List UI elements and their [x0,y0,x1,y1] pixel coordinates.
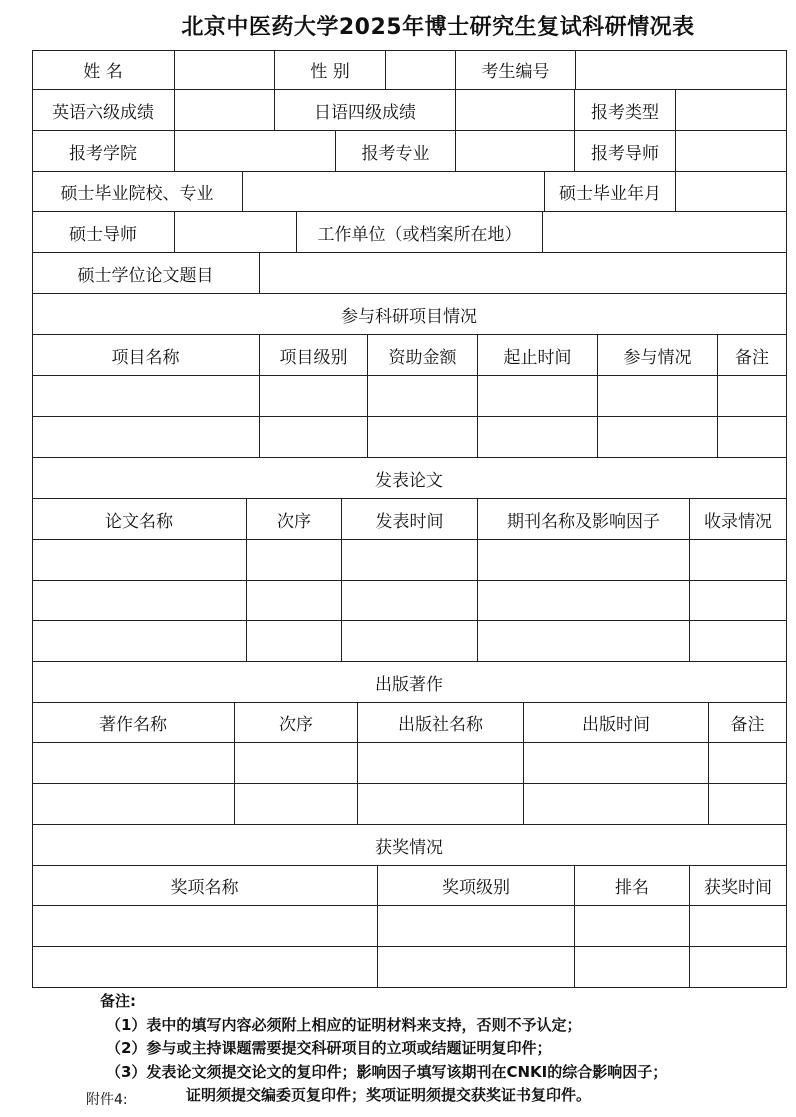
table-cell[interactable] [368,376,478,417]
table-cell[interactable] [32,743,235,784]
projects-col-period: 起止时间 [478,335,598,376]
table-cell[interactable] [478,581,690,621]
table-cell[interactable] [342,540,478,581]
table-cell[interactable] [247,540,342,581]
table-cell[interactable] [32,417,260,458]
page-title: 北京中医药大学2025年博士研究生复试科研情况表 [181,15,695,40]
label-master-school: 硕士毕业院校、专业 [32,172,243,212]
table-cell[interactable] [32,581,247,621]
table-cell[interactable] [575,906,690,947]
table-cell[interactable] [32,621,247,662]
table-cell[interactable] [478,376,598,417]
papers-col-date: 发表时间 [342,499,478,540]
master-advisor-field[interactable] [175,212,297,253]
projects-col-name: 项目名称 [32,335,260,376]
awards-col-level: 奖项级别 [378,866,575,906]
note-line-4: 证明须提交编委页复印件；奖项证明须提交获奖证书复印件。 [186,1086,592,1104]
master-year-field[interactable] [676,172,787,212]
books-col-remark: 备注 [709,703,787,743]
table-cell[interactable] [598,376,718,417]
projects-col-amount: 资助金额 [368,335,478,376]
table-cell[interactable] [235,743,358,784]
papers-col-journal: 期刊名称及影响因子 [478,499,690,540]
label-gender: 性 别 [275,50,386,90]
exam-no-field[interactable] [576,50,787,90]
name-field[interactable] [175,50,275,90]
table-cell[interactable] [690,581,787,621]
table-cell[interactable] [575,947,690,988]
label-work-unit: 工作单位（或档案所在地） [297,212,543,253]
table-cell[interactable] [718,417,787,458]
thesis-title-field[interactable] [260,253,787,294]
table-cell[interactable] [718,376,787,417]
table-cell[interactable] [32,376,260,417]
awards-section-header: 获奖情况 [32,825,787,866]
label-apply-type: 报考类型 [575,90,676,131]
table-cell[interactable] [32,906,378,947]
table-cell[interactable] [690,947,787,988]
table-cell[interactable] [709,784,787,825]
label-apply-major: 报考专业 [336,131,456,172]
label-apply-college: 报考学院 [32,131,175,172]
table-cell[interactable] [690,906,787,947]
projects-section-header: 参与科研项目情况 [32,294,787,335]
table-cell[interactable] [32,784,235,825]
table-cell[interactable] [598,417,718,458]
table-cell[interactable] [378,906,575,947]
table-cell[interactable] [32,540,247,581]
label-apply-advisor: 报考导师 [575,131,676,172]
table-cell[interactable] [709,743,787,784]
label-cet6: 英语六级成绩 [32,90,175,131]
attachment-label: 附件4: [86,1092,128,1108]
table-cell[interactable] [368,417,478,458]
apply-advisor-field[interactable] [676,131,787,172]
awards-col-date: 获奖时间 [690,866,787,906]
projects-col-level: 项目级别 [260,335,368,376]
table-cell[interactable] [478,621,690,662]
apply-type-field[interactable] [676,90,787,131]
table-cell[interactable] [247,621,342,662]
papers-col-index: 收录情况 [690,499,787,540]
table-cell[interactable] [478,540,690,581]
papers-col-title: 论文名称 [32,499,247,540]
papers-section-header: 发表论文 [32,458,787,499]
books-col-publisher: 出版社名称 [358,703,524,743]
table-cell[interactable] [524,743,709,784]
table-cell[interactable] [524,784,709,825]
master-school-field[interactable] [243,172,545,212]
note-line-2: （2）参与或主持课题需要提交科研项目的立项或结题证明复印件； [106,1039,552,1057]
table-cell[interactable] [260,376,368,417]
notes-heading: 备注: [100,992,136,1010]
cet6-field[interactable] [175,90,275,131]
books-col-title: 著作名称 [32,703,235,743]
label-thesis-title: 硕士学位论文题目 [32,253,260,294]
notes-block [100,990,796,1108]
projects-col-role: 参与情况 [598,335,718,376]
books-section-header: 出版著作 [32,662,787,703]
table-cell[interactable] [690,621,787,662]
label-name: 姓 名 [32,50,175,90]
table-cell[interactable] [358,784,524,825]
table-cell[interactable] [358,743,524,784]
table-cell[interactable] [235,784,358,825]
table-cell[interactable] [690,540,787,581]
awards-col-name: 奖项名称 [32,866,378,906]
apply-major-field[interactable] [456,131,575,172]
books-col-date: 出版时间 [524,703,709,743]
gender-field[interactable] [386,50,456,90]
books-col-order: 次序 [235,703,358,743]
awards-col-rank: 排名 [575,866,690,906]
table-cell[interactable] [32,947,378,988]
table-cell[interactable] [247,581,342,621]
research-form-table [32,50,787,988]
work-unit-field[interactable] [543,212,787,253]
table-cell[interactable] [342,621,478,662]
label-jlpt: 日语四级成绩 [275,90,456,131]
note-line-1: （1）表中的填写内容必须附上相应的证明材料来支持，否则不予认定； [106,1015,582,1034]
label-master-year: 硕士毕业年月 [545,172,676,212]
table-cell[interactable] [478,417,598,458]
apply-college-field[interactable] [175,131,336,172]
jlpt-field[interactable] [456,90,575,131]
projects-col-remark: 备注 [718,335,787,376]
papers-col-order: 次序 [247,499,342,540]
label-master-advisor: 硕士导师 [32,212,175,253]
note-line-3: （3）发表论文须提交论文的复印件；影响因子填写该期刊在CNKI的综合影响因子； [106,1062,668,1081]
table-cell[interactable] [378,947,575,988]
table-cell[interactable] [260,417,368,458]
label-exam-no: 考生编号 [456,50,576,90]
table-cell[interactable] [342,581,478,621]
